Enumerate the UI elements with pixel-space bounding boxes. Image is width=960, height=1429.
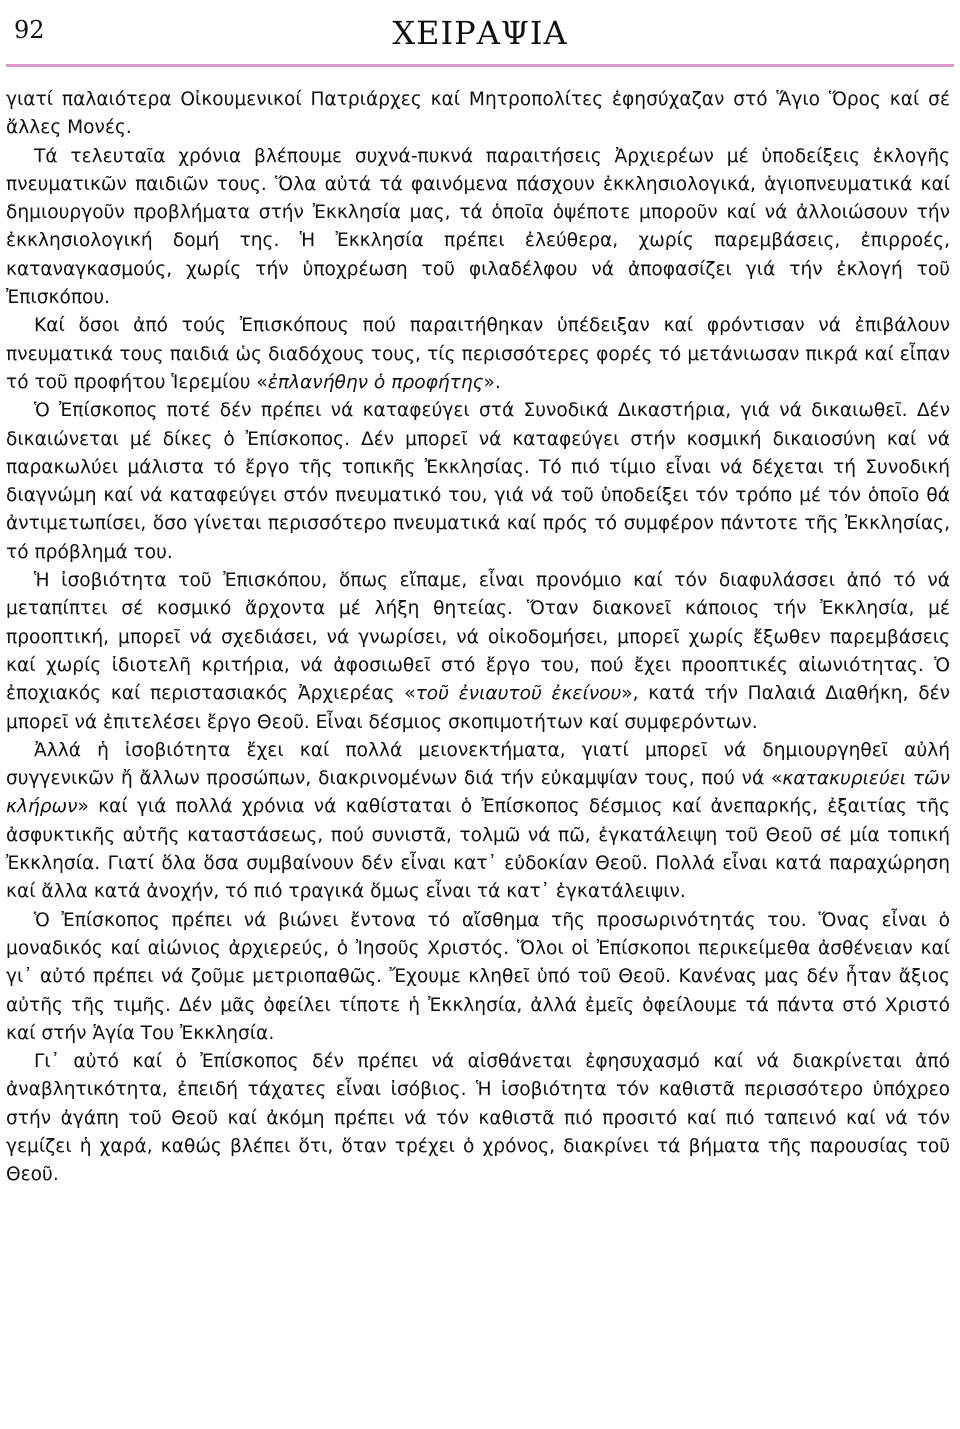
running-title: ΧΕΙΡΑΨΙΑ [392,14,568,52]
paragraph [6,907,950,1048]
body-text [6,86,950,1190]
paragraph [6,1048,950,1189]
quoted-phrase: ἐπλανήθην ὁ προφήτης [267,371,484,393]
paragraph [6,737,950,907]
paragraph-text: Καί ὅσοι ἀπό τούς Ἐπισκόπους πού παραιτήθηκαν ὑπέδειξαν καί φρόντισαν νά ἐπιβάλουν πνευματικά τους παιδιά ὡς διαδόχους τους, τίς περισσότερες φορές τό μετάνιωσαν πικρά καί εἶπαν τό τοῦ προφήτου Ἱερεμίου « [6,315,950,393]
paragraph [6,312,950,397]
paragraph-text: ». [483,371,501,393]
paragraph [6,397,950,567]
page-header [0,0,960,68]
paragraph-text: Ὁ Ἐπίσκοπος πρέπει νά βιώνει ἔντονα τό αἴσθημα τῆς προσωρινότητάς του. Ὅνας εἶναι ὁ μοναδικός καί αἰώνιος ἀρχιερεύς, ὁ Ἰησοῦς Χριστός. Ὅλοι οἱ Ἐπίσκοποι περικείμεθα ἀσθένειαν καί γι᾿ αὐτό πρέπει νά ζοῦμε μετριοπαθῶς. Ἔχουμε κληθεῖ ὑπό τοῦ Θεοῦ. Κανένας μας δέν ἦταν ἄξιος αὐτῆς τῆς τιμῆς. Δέν μᾶς ὀφείλει τίποτε ἡ Ἐκκλησία, ἀλλά ἐμεῖς ὀφείλουμε τά πάντα στό Χριστό καί στήν Ἁγία Του Ἐκκλησία. [6,909,950,1044]
quoted-phrase: τοῦ ἐνιαυτοῦ ἐκείνου [415,683,622,705]
header-rule [6,64,954,67]
paragraph [6,86,950,143]
paragraph-text: Ἡ ἰσοβιότητα τοῦ Ἐπισκόπου, ὅπως εἴπαμε, εἶναι προνόμιο καί τόν διαφυλάσσει ἀπό τό νά μεταπίπτει σέ κοσμικό ἄρχοντα μέ λήξη θητείας. Ὅταν διακονεῖ κάποιος τήν Ἐκκλησία, μέ προοπτική, μπορεῖ νά σχεδιάσει, νά γνωρίσει, νά οἰκοδομήσει, μπορεῖ χωρίς ἔξωθεν παρεμβάσεις καί χωρίς ἰδιοτελῆ κριτήρια, νά ἀφοσιωθεῖ στό ἔργο του, πού ἔχει προοπτικές αἰωνιότητας. Ὁ ἐποχιακός καί περιστασιακός Ἀρχιερέας « [6,570,950,705]
paragraph [6,143,950,313]
paragraph-text: » καί γιά πολλά χρόνια νά καθίσταται ὁ Ἐπίσκοπος δέσμιος καί ἀνεπαρκής, ἐξαιτίας τῆς ἀσφυκτικῆς αὐτῆς καταστάσεως, πού συνιστᾶ, τολμῶ νά πῶ, ἐγκατάλειψη τοῦ Θεοῦ σέ μία τοπική Ἐκκλησία. Γιατί ὅλα ὅσα συμβαίνουν δέν εἶναι κατ᾿ εὐδοκίαν Θεοῦ. Πολλά εἶναι κατά παραχώρηση καί ἄλλα κατά ἀνοχήν, τό πιό τραγικά ὅμως εἶναι τά κατ᾿ ἐγκατάλειψιν. [6,796,950,903]
paragraph-text: Ὁ Ἐπίσκοπος ποτέ δέν πρέπει νά καταφεύγει στά Συνοδικά Δικαστήρια, γιά νά δικαιωθεῖ. Δέν δικαιώνεται μέ δίκες ὁ Ἐπίσκοπος. Δέν μπορεῖ νά καταφεύγει στήν κοσμική δικαιοσύνη καί νά παρακωλύει μάλιστα τό ἔργο τῆς τοπικῆς Ἐκκλησίας. Τό πιό τίμιο εἶναι νά δέχεται τή Συνοδική διαγνώμη καί νά καταφεύγει στόν πνευματικό του, γιά νά τοῦ ὑποδείξει τόν τρόπο μέ τόν ὁποῖο θά ἀντιμετωπίσει, ὅσο γίνεται περισσότερο πνευματικά καί πρός τό συμφέρον πάντοτε τῆς Ἐκκλησίας, τό πρόβλημά του. [6,400,950,563]
paragraph-text: γιατί παλαιότερα Οἰκουμενικοί Πατριάρχες καί Μητροπολίτες ἐφησύχαζαν στό Ἅγιο Ὅρος καί σέ ἄλλες Μονές. [6,89,950,139]
page-number: 92 [14,16,45,44]
paragraph-text: Γι᾿ αὐτό καί ὁ Ἐπίσκοπος δέν πρέπει νά αἰσθάνεται ἐφησυχασμό καί νά διακρίνεται ἀπό ἀναβλητικότητα, ἐπειδή τάχατες εἶναι ἰσόβιος. Ἡ ἰσοβιότητα τόν καθιστᾶ περισσότερο ὑπόχρεο στήν ἀγάπη τοῦ Θεοῦ καί ἀκόμη πρέπει νά τόν καθιστᾶ πιό προσιτό καί πιό ταπεινό καί νά τόν γεμίζει ἡ χαρά, καθώς βλέπει ὅτι, ὅταν τρέχει ὁ χρόνος, διακρίνει τά βήματα τῆς παρουσίας τοῦ Θεοῦ. [6,1051,950,1186]
paragraph-text: », κατά τήν Παλαιά Διαθήκη, δέν μπορεῖ νά ἐπιτελέσει ἔργο Θεοῦ. Εἶναι δέσμιος σκοπιμοτήτων καί συμφερόντων. [6,683,951,733]
paragraph-text: Ἀλλά ἡ ἰσοβιότητα ἔχει καί πολλά μειονεκτήματα, γιατί μπορεῖ νά δημιουργηθεῖ αὐλή συγγενικῶν ἤ ἄλλων προσώπων, διακρινομένων διά τήν εὐκαμψίαν τους, πού νά « [6,739,950,790]
paragraph-text: Τά τελευταῖα χρόνια βλέπουμε συχνά-πυκνά παραιτήσεις Ἀρχιερέων μέ ὑποδείξεις ἐκλογῆς πνευματικῶν παιδιῶν τους. Ὅλα αὐτά τά φαινόμενα πάσχουν ἐκκλησιολογικά, ἁγιοπνευματικά καί δημιουργοῦν προβλήματα στήν Ἐκκλησία μας, τά ὁποῖα ὁψέποτε μποροῦν καί νά ἀλλοιώσουν τήν ἐκκλησιολογική δομή της. Ἡ Ἐκκλησία πρέπει ἐλεύθερα, χωρίς παρεμβάσεις, ἐπιρροές, καταναγκασμούς, χωρίς τήν ὑποχρέωση τοῦ φιλαδέλφου νά ἀποφασίζει γιά τήν ἐκλογή τοῦ Ἐπισκόπου. [6,145,950,309]
quoted-phrase: κατακυριεύει τῶν κλήρων [6,768,950,818]
paragraph [6,567,950,737]
